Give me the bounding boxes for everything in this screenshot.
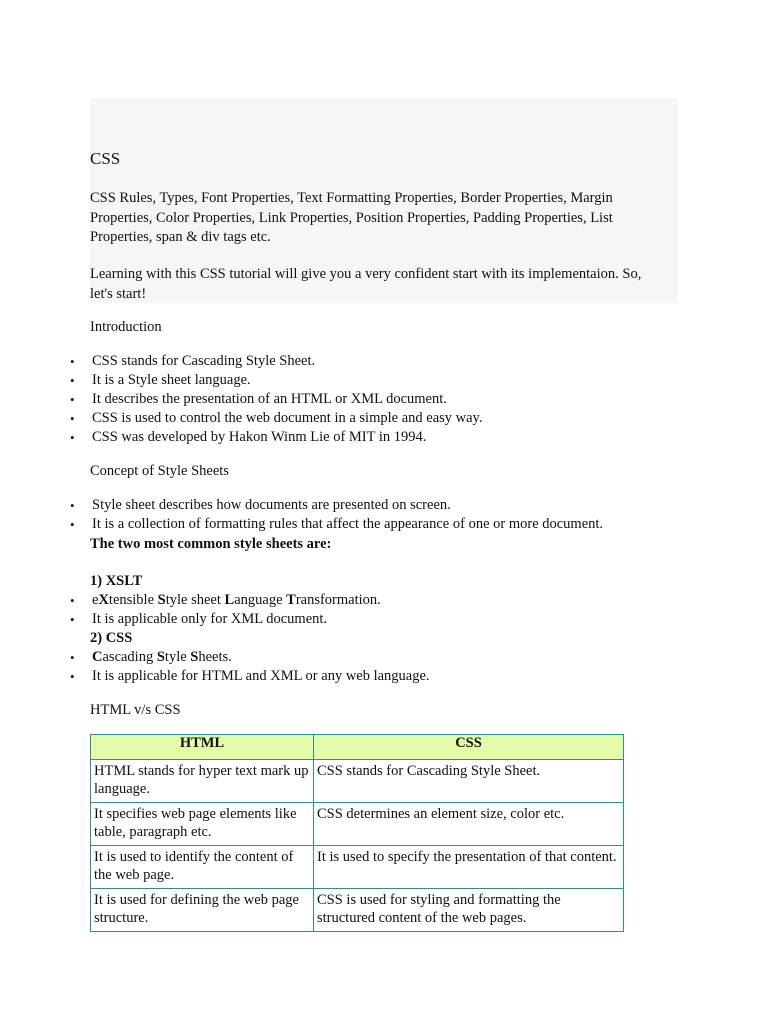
- expansion-letter: T: [286, 592, 296, 608]
- expansion-part: ransformation.: [295, 592, 381, 608]
- expansion-letter: C: [92, 649, 103, 665]
- table-cell: CSS is used for styling and formatting the structured content of the web pages.: [314, 889, 624, 932]
- xslt-expansion: [0, 591, 700, 610]
- css-heading: 2) CSS: [90, 630, 133, 646]
- xslt-list: [0, 591, 700, 629]
- expansion-part: tensible: [108, 592, 158, 608]
- table-row: [91, 889, 624, 932]
- table-row: [91, 760, 624, 803]
- list-item: • It is applicable only for XML document.: [0, 610, 700, 629]
- intro-paragraph: Learning with this CSS tutorial will give you a very confident start with its implementaion. So, let's start!: [90, 266, 642, 302]
- expansion-part: ascading: [102, 649, 157, 665]
- introduction-heading: Introduction: [90, 319, 162, 335]
- table-cell: It specifies web page elements like table, paragraph etc.: [91, 803, 314, 846]
- expansion-letter: X: [98, 592, 109, 608]
- expansion-part: e: [92, 592, 99, 608]
- list-item: • It is applicable for HTML and XML or any web language.: [0, 667, 700, 686]
- table-row: [91, 846, 624, 889]
- css-expansion: [0, 648, 700, 667]
- common-sheets-label: The two most common style sheets are:: [90, 536, 332, 552]
- list-item: • It is a Style sheet language.: [0, 371, 700, 390]
- concept-list: [0, 496, 700, 534]
- comparison-table: [90, 734, 624, 932]
- table-cell: HTML stands for hyper text mark up language.: [91, 760, 314, 803]
- table-cell: CSS determines an element size, color etc.: [314, 803, 624, 846]
- list-item: • Style sheet describes how documents are presented on screen.: [0, 496, 700, 515]
- list-item: • CSS is used to control the web document in a simple and easy way.: [0, 409, 700, 428]
- table-header-row: [91, 735, 624, 760]
- list-item: • It is a collection of formatting rules that affect the appearance of one or more document.: [0, 515, 700, 534]
- introduction-list: [0, 352, 700, 447]
- summary-paragraph: CSS Rules, Types, Font Properties, Text Formatting Properties, Border Properties, Margin Properties, Color Properties, Link Properties, Position Properties, Padding Properties, List Properties, span & div tags etc.: [90, 190, 613, 245]
- list-item: • It describes the presentation of an HTML or XML document.: [0, 390, 700, 409]
- expansion-part: heets.: [198, 649, 232, 665]
- expansion-letter: S: [156, 649, 165, 665]
- list-item: • CSS stands for Cascading Style Sheet.: [0, 352, 700, 371]
- css-list: [0, 648, 700, 686]
- column-header-html: HTML: [91, 735, 314, 760]
- table-cell: It is used to identify the content of the web page.: [91, 846, 314, 889]
- expansion-letter: L: [224, 592, 235, 608]
- expansion-part: tyle: [164, 649, 191, 665]
- expansion-part: tyle sheet: [165, 592, 225, 608]
- column-header-css: CSS: [314, 735, 624, 760]
- table-cell: CSS stands for Cascading Style Sheet.: [314, 760, 624, 803]
- page-title: CSS: [90, 149, 121, 168]
- expansion-part: anguage: [234, 592, 287, 608]
- comparison-heading: HTML v/s CSS: [90, 702, 181, 718]
- concept-heading: Concept of Style Sheets: [90, 463, 229, 479]
- list-item: • CSS was developed by Hakon Winm Lie of MIT in 1994.: [0, 428, 700, 447]
- expansion-letter: S: [157, 592, 166, 608]
- expansion-letter: S: [190, 649, 199, 665]
- table-row: [91, 803, 624, 846]
- table-cell: It is used to specify the presentation of that content.: [314, 846, 624, 889]
- xslt-heading: 1) XSLT: [90, 573, 143, 589]
- table-cell: It is used for defining the web page structure.: [91, 889, 314, 932]
